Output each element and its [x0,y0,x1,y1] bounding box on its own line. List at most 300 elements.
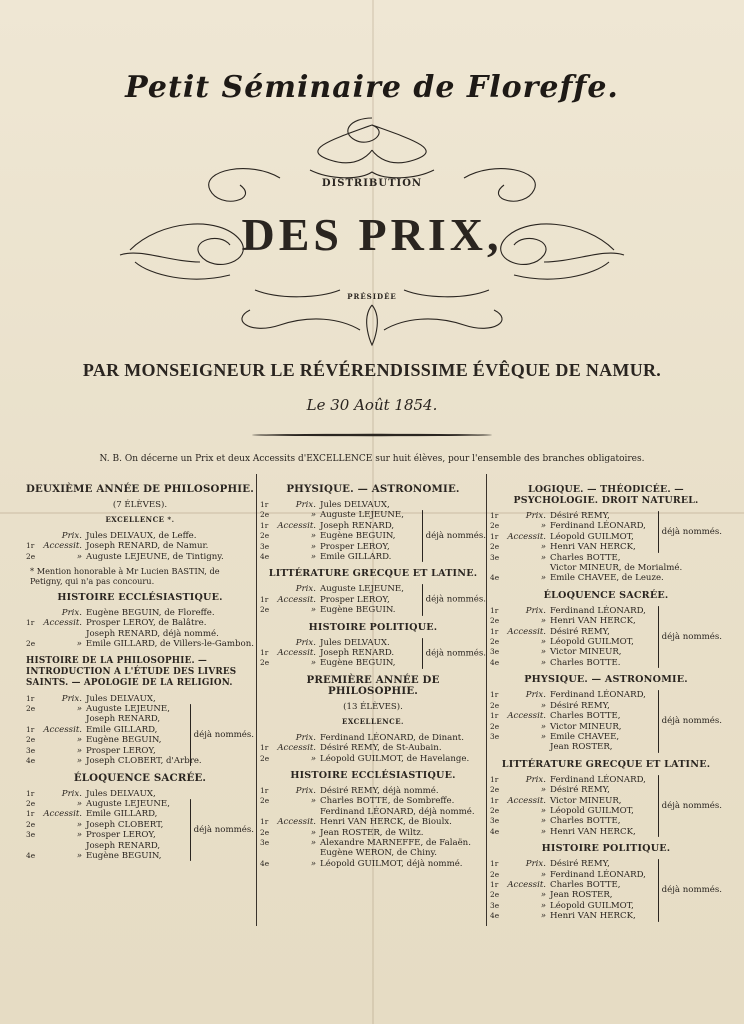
student-name: Ferdinand LÉONARD, de Dinant. [320,732,464,743]
prize-row [26,531,254,541]
section-heading: HISTOIRE POLITIQUE. [308,621,438,633]
nb-note: N. B. On décerne un Prix et deux Accessits d'EXCELLENCE sur huit élèves, pour l'ensemble des branches obligatoires. [99,454,645,464]
rank [26,714,42,724]
student-name: Prosper LEROY, [86,745,156,756]
date-line: Le 30 Août 1854. [306,396,438,414]
brace-icon [658,859,659,921]
seminary-title: Petit Séminaire de Floreffe. [125,70,619,105]
prize-row [490,553,722,563]
student-name: Henri VAN HERCK, [550,616,636,627]
rank: 1r [490,859,499,869]
prize-list [490,606,722,668]
prize-row [26,789,254,799]
rank: 1r [260,648,269,658]
brace-annotation [422,510,486,562]
award-label: Prix. [295,732,316,743]
rank: 1r [26,788,35,798]
prize-row [260,796,486,806]
section-heading: LITTÉRATURE GRECQUE ET LATINE. [268,568,478,580]
section-heading: PHYSIQUE. — ASTRONOMIE. [524,674,688,686]
rank: 2e [490,542,500,552]
student-name: Joseph RENARD, déjà nommé. [86,628,219,639]
award-label: Prix. [61,608,82,619]
brace-icon [190,704,191,766]
student-name: Henri VAN HERCK, [550,826,636,837]
rank: 2e [490,721,500,731]
brace-icon [658,690,659,752]
brace-annotation [658,775,722,837]
rank: 2e [260,753,270,763]
brace-annotation [422,638,486,669]
award-label: » [540,542,546,553]
student-name: Léopold GUILMOT, [550,900,634,911]
rank [490,742,506,752]
award-label: » [540,552,546,563]
student-name: Eugène BEGUIN. [320,605,396,616]
prize-list [490,690,722,752]
award-label: Prix. [61,530,82,541]
award-label: » [540,657,546,668]
student-name: Joseph RENARD, de Namur. [86,541,209,552]
excellence-heading: EXCELLENCE *. [105,515,175,525]
prize-list [260,500,486,562]
student-name: Eugène BEGUIN, [86,735,162,746]
award-label: » [76,745,82,756]
rank: 2e [260,510,270,520]
student-name: Ferdinand LÉONARD, [550,869,646,880]
student-name: Victor MINEUR, [550,795,622,806]
student-name: Ferdinand LÉONARD, [550,690,646,701]
prize-row [26,541,254,551]
prize-row [26,618,254,628]
section-heading: HISTOIRE ECCLÉSIASTIQUE. [290,769,456,781]
student-name: Auguste LEJEUNE, [86,704,170,715]
prize-list [490,775,722,837]
prize-list [26,789,254,862]
student-name: Léopold GUILMOT, de Havelange. [320,753,470,764]
prize-row [260,828,486,838]
column-1 [26,478,254,865]
prize-list [260,584,486,615]
award-label: » [76,756,82,767]
student-name: Ferdinand LÉONARD, [550,605,646,616]
section-heading: PREMIÈRE ANNÉE DE PHILOSOPHIE. [306,673,440,697]
rank: 2e [260,531,270,541]
rank: 1r [490,879,499,889]
rank: 4e [490,911,500,921]
student-name: Auguste LEJEUNE, [320,510,404,521]
student-name: Léopold GUILMOT, [550,637,634,648]
prize-row [260,743,486,753]
rank [26,608,42,618]
award-label: » [76,551,82,562]
rank: 3e [490,816,500,826]
award-label: Accessit. [277,743,316,754]
rank: 1r [260,594,269,604]
rank: 1r [260,500,269,509]
column-3 [490,478,722,926]
rank: 1r [26,541,35,551]
rank: 1r [260,520,269,530]
rank: 2e [490,869,500,879]
award-label [42,841,86,851]
student-name: Ferdinand LÉONARD, [550,774,646,785]
presidee-label: PRÉSIDÉE [347,292,397,301]
award-label: » [76,819,82,830]
award-label: Accessit. [507,879,546,890]
student-name: Joseph RENARD, [86,840,161,851]
student-name: Prosper LEROY, [86,830,156,841]
rank: 3e [490,647,500,657]
award-label: » [540,826,546,837]
section-heading: PHYSIQUE. — ASTRONOMIE. [286,483,460,495]
award-label: » [310,510,316,521]
rank: 4e [490,826,500,836]
rank: 1r [26,724,35,734]
award-label: Accessit. [507,626,546,637]
student-name: Charles BOTTE. [550,657,621,668]
rank: 4e [260,858,270,868]
prize-row [260,838,486,848]
section-heading: ÉLOQUENCE SACRÉE. [543,589,669,601]
section-heading: HISTOIRE DE LA PHILOSOPHIE. — INTRODUCTION A L'ÉTUDE DES LIVRES SAINTS. — APOLOGIE DE LA RELIGION. [26,655,237,688]
award-label: » [540,637,546,648]
prize-list [26,608,254,650]
student-name: Jean ROSTER, de Wiltz. [320,827,424,838]
column-2 [260,478,486,873]
award-label: Accessit. [507,795,546,806]
rank: 2e [260,605,270,615]
prize-row [26,629,254,639]
section-heading: LOGIQUE. — THÉODICÉE. — PSYCHOLOGIE. DROIT NATUREL. [513,484,699,506]
award-label: Prix. [295,584,316,595]
student-name: Jules DELVAUX, de Leffe. [86,530,197,541]
student-name: Emile CHAVEE, de Leuze. [550,573,664,584]
award-label: » [310,827,316,838]
rank: 4e [490,657,500,667]
prize-row [260,859,486,869]
brace-annotation [190,704,254,766]
student-name: Désiré REMY, [550,785,610,796]
student-name: Auguste LEJEUNE, [86,798,170,809]
brace-annotation [658,690,722,752]
rank [26,531,42,541]
award-label: » [310,541,316,552]
student-name: Emile CHAVEE, [550,731,620,742]
rank: 1r [490,690,499,700]
rank: 1r [260,743,269,753]
brace-icon [658,606,659,668]
award-label [276,807,320,817]
prize-row [26,694,254,704]
student-name: Auguste LEJEUNE, de Tintigny. [86,551,224,562]
award-label: » [540,816,546,827]
student-name: Jean ROSTER, [550,890,613,901]
award-label: » [540,911,546,922]
brace-annotation [658,859,722,921]
rank: 2e [260,658,270,668]
rank: 1r [26,809,35,819]
rank: 1r [490,774,499,784]
student-name: Henri VAN HERCK, [550,542,636,553]
rank: 2e [26,735,36,745]
rank: 2e [490,616,500,626]
student-name: Jules DELVAUX. [320,637,390,648]
prize-list [26,694,254,767]
rank: 2e [260,827,270,837]
student-name: Victor MINEUR, de Morialmé. [550,563,683,574]
rank: 3e [490,731,500,741]
student-name: Désiré REMY, déjà nommé. [320,785,439,796]
award-label: » [540,890,546,901]
rank: 1r [260,817,269,827]
student-name: Léopold GUILMOT, déjà nommé. [320,858,463,869]
prize-row [260,754,486,764]
des-prix-title: DES PRIX, [241,209,503,260]
student-name: Eugène BEGUIN, [320,658,396,669]
prize-list [490,859,722,921]
award-label [506,563,550,573]
brace-icon [658,775,659,837]
student-name: Eugène WERON, de Chiny. [320,848,437,859]
award-label: » [540,900,546,911]
award-label: Prix. [61,788,82,799]
award-label: » [76,830,82,841]
award-label: Prix. [525,605,546,616]
rank: 4e [26,756,36,766]
rank: 1r [260,785,269,795]
rank: 3e [260,541,270,551]
student-name: Charles BOTTE, [550,879,621,890]
brace-text: déjà nommés. [193,825,254,836]
rank: 1r [26,693,35,703]
award-label: » [310,658,316,669]
brace-text: déjà nommés. [661,632,722,643]
student-name: Henri VAN HERCK, de Bioulx. [320,817,452,828]
student-name: Joseph RENARD, [86,714,161,725]
award-label: » [540,521,546,532]
section-heading: LITTÉRATURE GRECQUE ET LATINE. [501,758,711,770]
prize-list [490,511,722,584]
award-label: Accessit. [507,711,546,722]
brace-icon [422,584,423,615]
award-label: » [540,785,546,796]
student-name: Victor MINEUR, [550,647,622,658]
award-label [276,848,320,858]
prize-row [490,563,722,573]
award-label: Accessit. [277,594,316,605]
award-label: » [310,531,316,542]
student-name: Prosper LEROY, [320,594,390,605]
column-rule [486,474,487,926]
award-label: » [76,735,82,746]
brace-icon [422,638,423,669]
rank: 2e [260,796,270,806]
student-name: Ferdinand LÉONARD, [550,521,646,532]
award-label: Prix. [295,500,316,510]
award-label: Prix. [295,637,316,648]
award-label [42,629,86,639]
student-name: Jules DELVAUX, [86,693,156,704]
brace-text: déjà nommés. [661,716,722,727]
student-name: Léopold GUILMOT, [550,805,634,816]
award-label: » [310,753,316,764]
award-label [506,742,550,752]
section-heading: HISTOIRE POLITIQUE. [541,843,671,855]
brace-annotation [190,799,254,861]
prize-row [260,786,486,796]
award-label: Accessit. [277,817,316,828]
prize-row [26,639,254,649]
brace-annotation [658,511,722,553]
student-name: Ferdinand LÉONARD, déjà nommé. [320,806,475,817]
award-label: » [76,639,82,650]
prize-list [260,638,486,669]
rank: 2e [490,785,500,795]
brace-icon [422,510,423,562]
student-name: Alexandre MARNEFFE, de Falaën. [320,837,471,848]
award-label: Prix. [525,511,546,521]
rank: 3e [260,837,270,847]
section-heading: ÉLOQUENCE SACRÉE. [73,771,207,784]
rank: 2e [26,798,36,808]
prize-list [260,786,486,869]
student-name: Joseph RENARD, [320,520,395,531]
award-label: » [540,731,546,742]
student-name: Victor MINEUR, [550,721,622,732]
rank: 3e [26,745,36,755]
rank: 4e [260,552,270,562]
award-label: » [540,647,546,658]
prize-row [26,552,254,562]
award-label: Accessit. [43,724,82,735]
award-label: » [310,858,316,869]
student-name: Emile GILLARD, [86,809,158,820]
brace-text: déjà nommés. [661,885,722,896]
brace-text: déjà nommés. [425,648,486,659]
award-label: » [310,837,316,848]
student-name: Prosper LEROY, de Balâtre. [86,618,207,629]
rank: 2e [26,819,36,829]
rank: 2e [490,521,500,531]
rank: 2e [490,637,500,647]
rank [490,563,506,573]
award-label: » [540,700,546,711]
student-name: Jules DELVAUX, [320,500,390,510]
rank: 2e [490,700,500,710]
student-name: Auguste LEJEUNE, [320,584,404,595]
student-name: Eugène BEGUIN, de Floreffe. [86,608,215,619]
footnote: * Mention honorable à Mr Lucien BASTIN, de Petigny, qui n'a pas concouru. [30,566,220,587]
rank: 2e [26,551,36,561]
award-label: Accessit. [277,648,316,659]
award-label: » [310,605,316,616]
distribution-label: DISTRIBUTION [321,178,423,189]
award-label: Prix. [61,693,82,704]
award-label: » [76,704,82,715]
student-name: Désiré REMY, [550,626,610,637]
prize-row [26,608,254,618]
rank [260,584,276,594]
brace-text: déjà nommés. [425,531,486,542]
award-label: » [310,552,316,563]
award-label: » [540,573,546,584]
brace-text: déjà nommés. [193,730,254,741]
student-name: Joseph CLOBERT, [86,819,164,830]
column-rule [256,474,257,926]
student-count: (7 ÉLÈVES). [112,500,168,510]
award-label: Prix. [295,785,316,796]
brace-text: déjà nommés. [661,800,722,811]
award-label: » [540,616,546,627]
prize-row [260,817,486,827]
award-label: Prix. [525,774,546,785]
brace-annotation [658,606,722,668]
student-name: Emile GILLARD, de Villers-le-Gambon. [85,639,254,650]
student-name: Emile GILLARD, [86,724,158,735]
student-name: Eugène BEGUIN, [320,531,396,542]
student-count: (13 ÉLÈVES). [343,701,403,712]
rank: 1r [490,626,499,636]
brace-text: déjà nommés. [425,595,486,606]
prize-row [260,807,486,817]
student-name: Henri VAN HERCK, [550,911,636,922]
award-label: Accessit. [43,618,82,629]
student-name: Jules DELVAUX, [86,788,156,799]
student-name: Désiré REMY, [550,511,610,521]
brace-icon [190,799,191,861]
student-name: Prosper LEROY, [320,541,390,552]
section-heading: HISTOIRE ECCLÉSIASTIQUE. [57,592,223,604]
student-name: Charles BOTTE, [550,711,621,722]
rank: 3e [490,900,500,910]
student-name: Charles BOTTE, [550,816,621,827]
student-name: Désiré REMY, [550,700,610,711]
award-label: » [540,805,546,816]
rank: 2e [490,805,500,815]
student-name: Eugène BEGUIN, [86,850,162,861]
section-heading: DEUXIÈME ANNÉE DE PHILOSOPHIE. [26,483,254,495]
rank [260,848,276,858]
student-name: Léopold GUILMOT, [550,531,634,542]
excellence-heading: EXCELLENCE. [342,717,404,727]
rank: 4e [26,850,36,860]
student-name: Désiré REMY, de St-Aubain. [320,743,442,754]
student-name: Joseph CLOBERT, d'Arbre. [86,756,202,767]
rank [260,807,276,817]
brace-annotation [422,584,486,615]
award-label: Prix. [525,690,546,701]
brace-text: déjà nommés. [661,526,722,537]
brace-icon [658,511,659,553]
prize-row [260,848,486,858]
prize-row [260,500,486,510]
student-name: Joseph RENARD. [320,648,395,659]
rank [260,638,276,648]
award-label: Accessit. [507,531,546,542]
rank: 2e [26,639,36,649]
rank [260,733,276,743]
award-label: Accessit. [43,809,82,820]
award-label: Accessit. [277,520,316,531]
rank [26,841,42,851]
award-label: » [76,850,82,861]
rank: 1r [26,618,35,628]
rank: 1r [490,511,499,520]
presided-by-line: PAR MONSEIGNEUR LE RÉVÉRENDISSIME ÉVÊQUE DE NAMUR. [82,360,662,380]
prize-row [490,573,722,583]
rank: 4e [490,573,500,583]
